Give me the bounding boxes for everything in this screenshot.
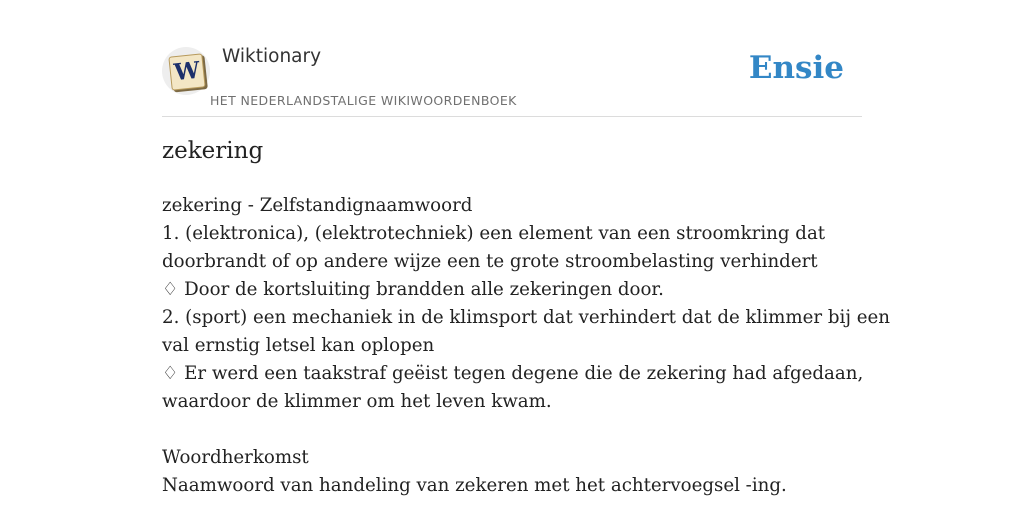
etymology-heading: Woordherkomst xyxy=(162,447,309,468)
wiktionary-logo-tile: W xyxy=(168,53,205,90)
site-header xyxy=(162,40,862,117)
entry-line-example-2a: ♢ Er werd een taakstraf geëist tegen degene die de zekering had afgedaan, xyxy=(162,363,864,384)
wiktionary-logo[interactable] xyxy=(162,47,210,95)
entry-line-example-1: ♢ Door de kortsluiting brandden alle zekeringen door. xyxy=(162,279,664,300)
site-subtitle: HET NEDERLANDSTALIGE WIKIWOORDENBOEK xyxy=(210,93,517,108)
entry-line-pos: zekering - Zelfstandignaamwoord xyxy=(162,195,473,216)
entry-term: zekering xyxy=(162,138,264,164)
entry-line-definition-1b: doorbrandt of op andere wijze een te grote stroombelasting verhindert xyxy=(162,251,818,272)
entry-line-example-2b: waardoor de klimmer om het leven kwam. xyxy=(162,391,552,412)
entry-content xyxy=(162,192,891,500)
etymology-text: Naamwoord van handeling van zekeren met het achtervoegsel -ing. xyxy=(162,475,787,496)
entry-line-definition-2b: val ernstig letsel kan oplopen xyxy=(162,335,435,356)
entry-spacer xyxy=(162,416,862,444)
ensie-brand-link[interactable]: Ensie xyxy=(748,50,844,86)
entry-line-definition-2a: 2. (sport) een mechaniek in de klimsport dat verhindert dat de klimmer bij een xyxy=(162,307,891,328)
site-title[interactable]: Wiktionary xyxy=(222,46,322,67)
entry-line-definition-1a: 1. (elektronica), (elektrotechniek) een element van een stroomkring dat xyxy=(162,223,826,244)
